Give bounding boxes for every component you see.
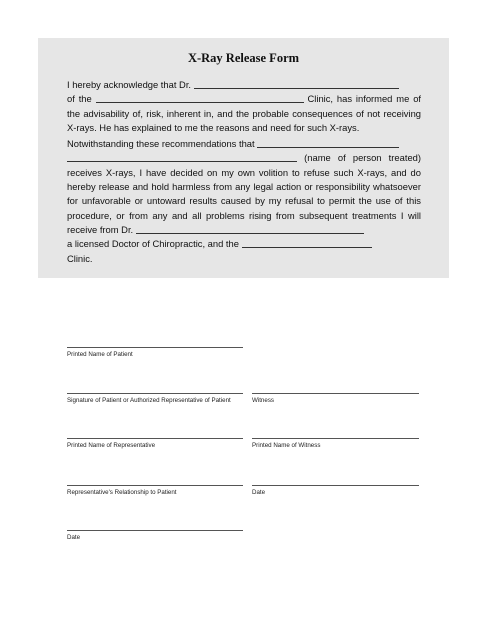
ack-text-2: of the	[67, 93, 92, 105]
witness-printed-name-line[interactable]	[252, 438, 419, 439]
patient-printed-name-label: Printed Name of Patient	[67, 351, 133, 358]
relationship-label: Representative's Relationship to Patient	[67, 489, 177, 496]
patient-printed-name-line[interactable]	[67, 347, 243, 348]
patient-signature-label: Signature of Patient or Authorized Representative of Patient	[67, 397, 231, 404]
refusal-paragraph	[67, 137, 421, 266]
release-form-panel	[38, 38, 449, 278]
witness-line[interactable]	[252, 393, 419, 394]
ack-text-1: I hereby acknowledge that Dr.	[67, 79, 192, 90]
date-line-left[interactable]	[67, 530, 243, 531]
refusal-text-5: Clinic.	[67, 252, 93, 264]
date-label-right: Date	[252, 489, 266, 496]
refusal-text-1: Notwithstanding these recommendations that	[67, 138, 255, 150]
doctor-name-blank[interactable]	[194, 78, 399, 89]
person-treated-blank-1[interactable]	[257, 137, 399, 148]
representative-printed-name-label: Printed Name of Representative	[67, 442, 156, 449]
form-title: X-Ray Release Form	[187, 51, 300, 65]
person-treated-blank-2[interactable]	[67, 151, 297, 162]
form-body	[67, 78, 421, 268]
witness-label: Witness	[252, 397, 275, 404]
representative-printed-name-line[interactable]	[67, 438, 243, 439]
refusal-text-4: a licensed Doctor of Chiropractic, and the	[67, 238, 239, 250]
ack-text-3: Clinic, has informed me	[307, 93, 410, 105]
refusal-text-3: receives X-rays, I have decided on my own volition to refuse such X-rays, and do hereby release and hold harmless from any legal action or responsibility whatsoever for unfavorable or untoward results caused by my refusal to permit the use of this procedure, or from any and all problems rising from subsequent treatments I will receive from Dr.	[67, 166, 421, 235]
date-line-right[interactable]	[252, 485, 419, 486]
acknowledgment-paragraph	[67, 78, 421, 135]
ack-text-4: of the advisability of, risk, inherent in, and the probable consequences of not receiving X-rays. He has explained to me the reasons and need for such X-rays.	[67, 93, 422, 133]
clinic-name-blank-2[interactable]	[242, 237, 372, 248]
witness-printed-name-label: Printed Name of Witness	[252, 442, 321, 449]
treating-doctor-blank[interactable]	[136, 223, 364, 234]
patient-signature-line[interactable]	[67, 393, 243, 394]
date-label-left: Date	[67, 534, 81, 541]
relationship-line[interactable]	[67, 485, 243, 486]
refusal-text-2: (name of person treated)	[304, 152, 421, 164]
clinic-name-blank[interactable]	[96, 92, 304, 103]
